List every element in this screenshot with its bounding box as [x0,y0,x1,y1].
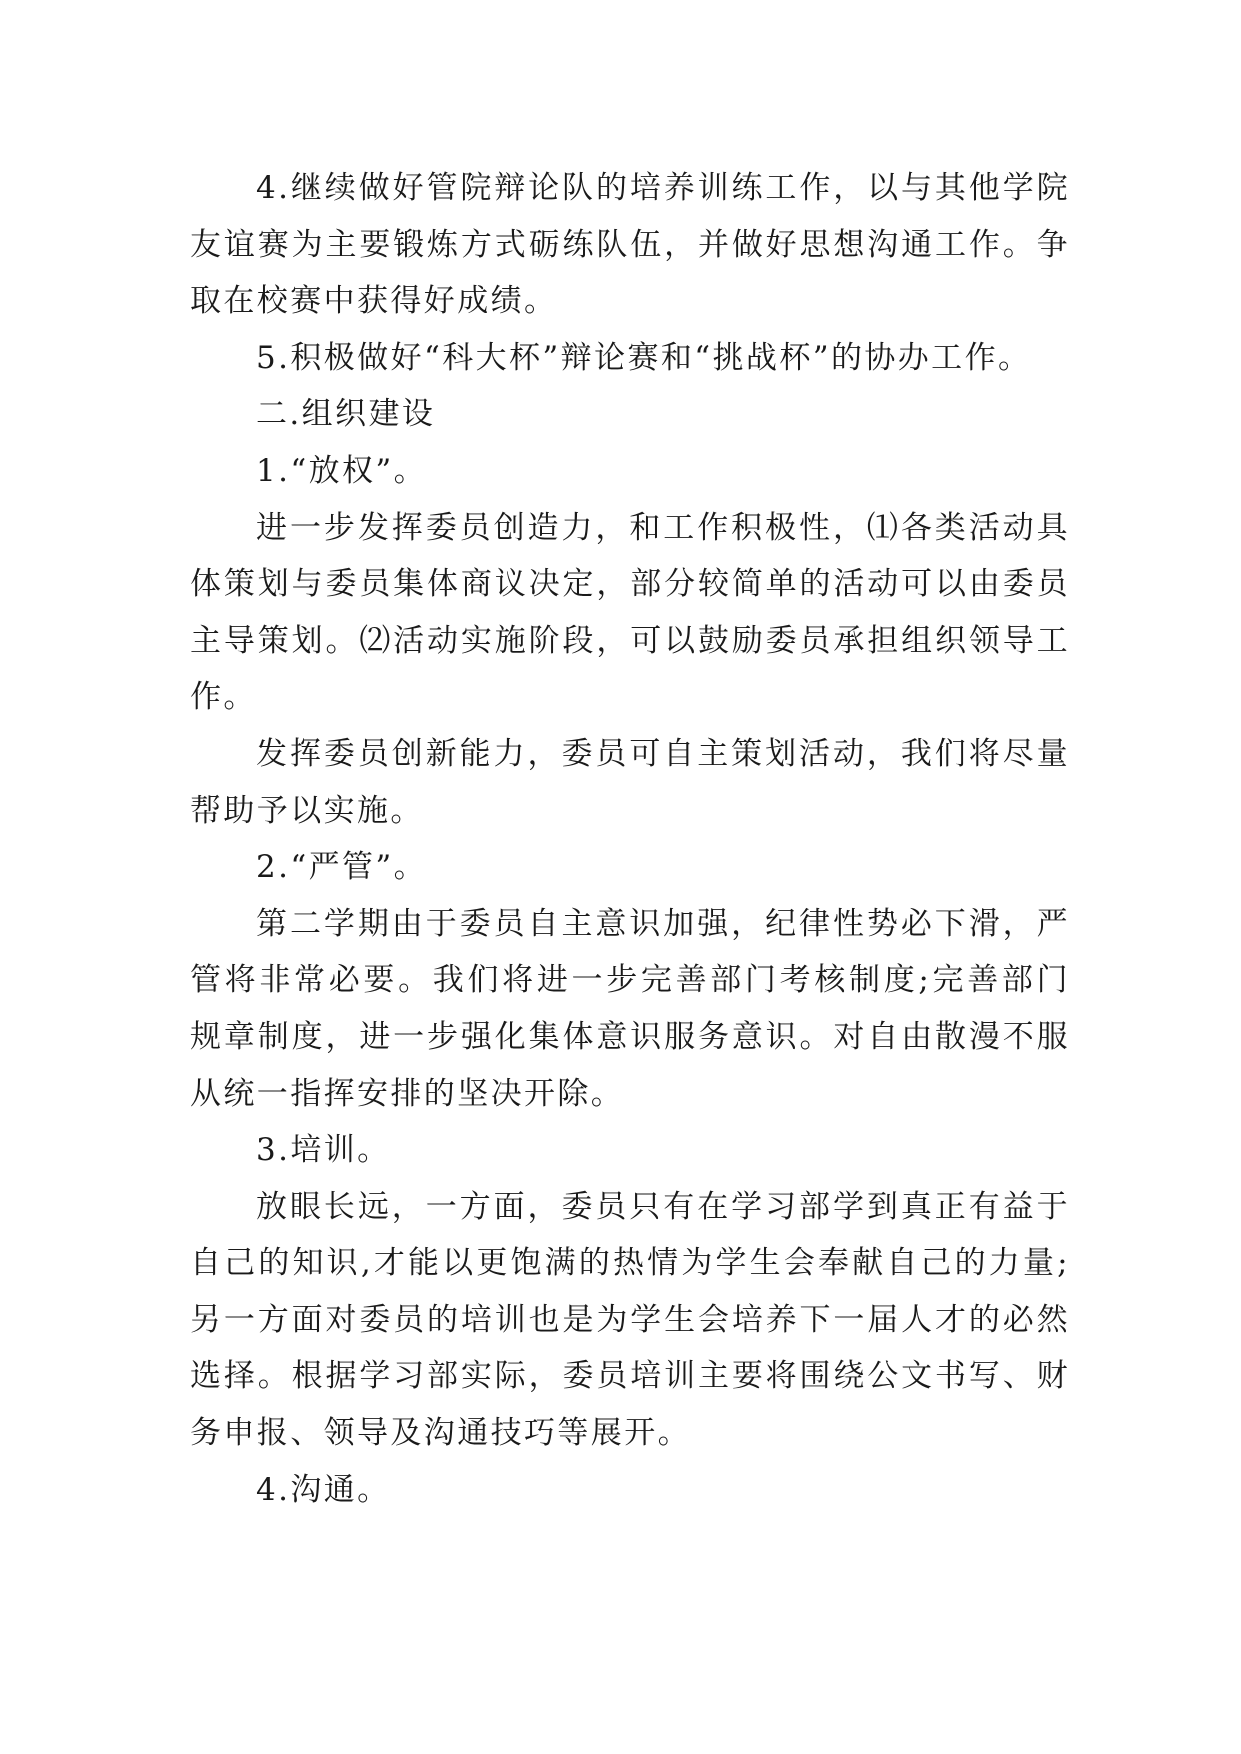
subheading-strict-management: 2.“严管”。 [256,849,428,886]
section-heading-organization: 二.组织建设 [256,396,436,433]
paragraph-innovation: 发挥委员创新能力，委员可自主策划活动，我们将尽量帮助予以实施。 [190,735,1070,829]
subheading-communication: 4.沟通。 [256,1471,391,1508]
paragraph-debate-team-training: 4.继续做好管院辩论队的培养训练工作，以与其他学院友谊赛为主要锻炼方式砺练队伍，并做好思想沟通工作。争取在校赛中获得好成绩。 [190,170,1070,320]
paragraph-training-details: 放眼长远，一方面，委员只有在学习部学到真正有益于自己的知识,才能以更饱满的热情为学生会奉献自己的力量;另一方面对委员的培训也是为学生会培养下一届人才的必然选择。根据学习部实际，委员培训主要将围绕公文书写、财务申报、领导及沟通技巧等展开。 [190,1188,1070,1452]
paragraph-strict-management-details: 第二学期由于委员自主意识加强，纪律性势必下滑，严管将非常必要。我们将进一步完善部门考核制度;完善部门规章制度，进一步强化集体意识服务意识。对自由散漫不服从统一指挥安排的坚决开除。 [190,905,1070,1112]
paragraph-delegation-details: 进一步发挥委员创造力，和工作积极性，⑴各类活动具体策划与委员集体商议决定，部分较简单的活动可以由委员主导策划。⑵活动实施阶段，可以鼓励委员承担组织领导工作。 [190,509,1070,716]
document-body [190,160,1070,1518]
paragraph-cup-competitions: 5.积极做好“科大杯”辩论赛和“挑战杯”的协办工作。 [256,339,1032,376]
subheading-training: 3.培训。 [256,1132,391,1169]
subheading-delegation: 1.“放权”。 [256,452,428,489]
